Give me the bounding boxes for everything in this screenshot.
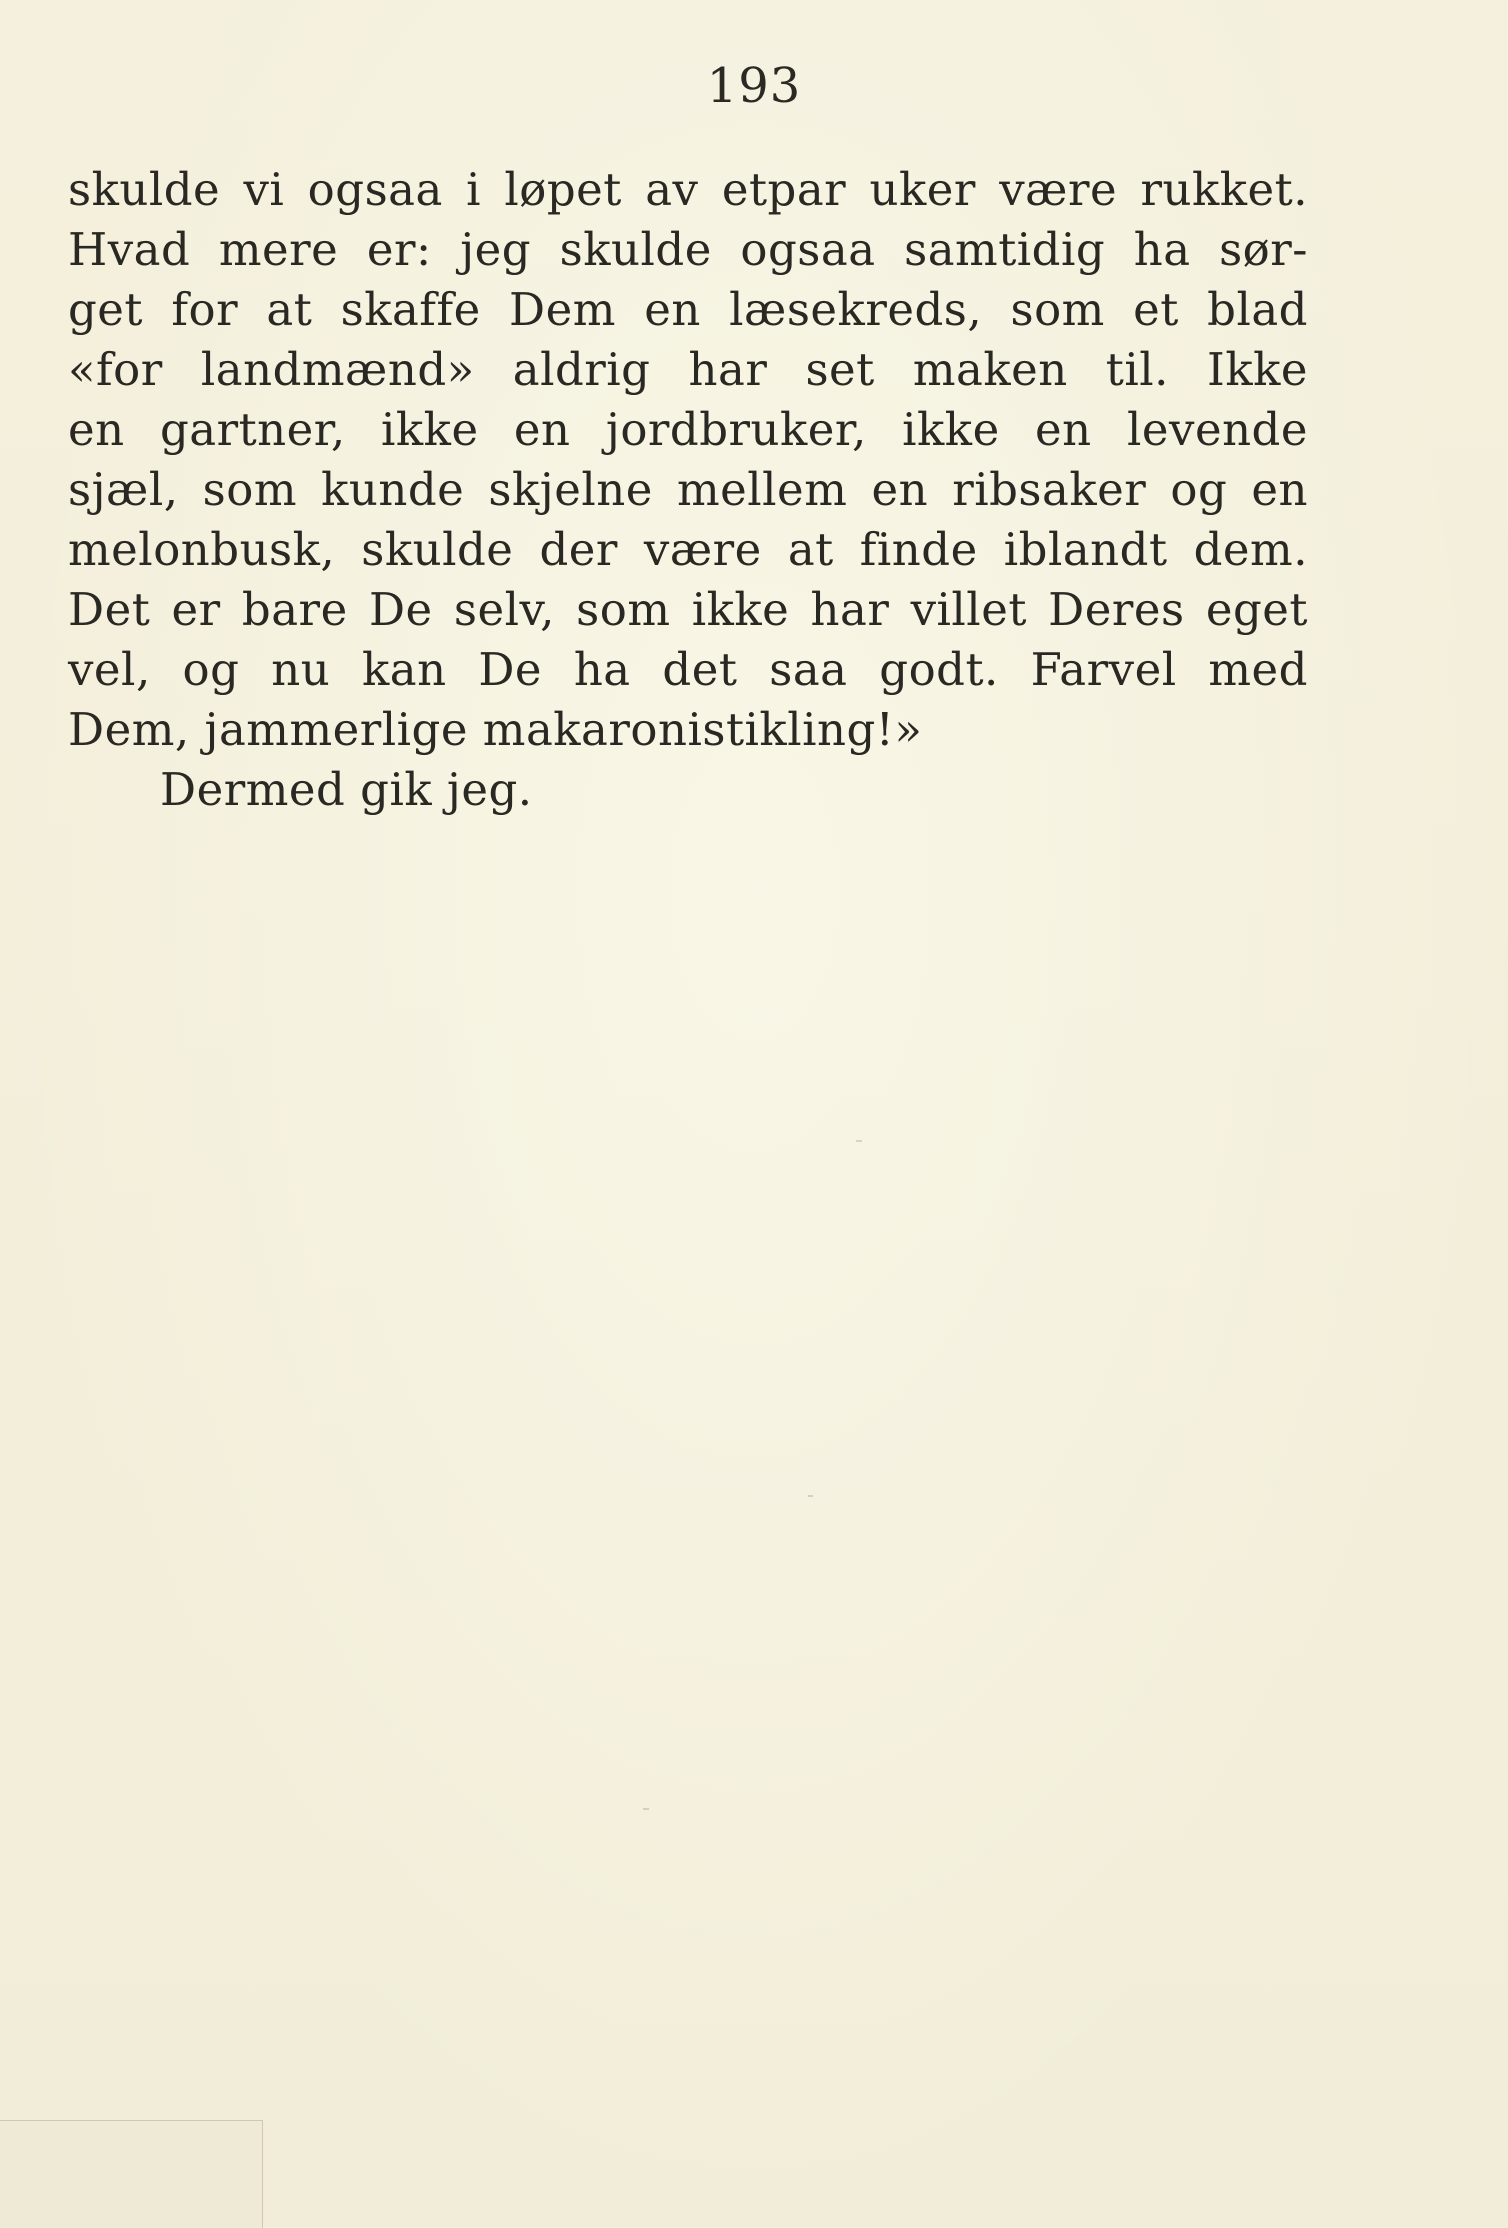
text-line: melonbusk, skulde der være at finde iblandt dem. [68, 523, 1308, 576]
body-text [68, 160, 1308, 820]
scan-speck [643, 1808, 649, 1810]
text-line: Hvad mere er: jeg skulde ogsaa samtidig ha sør- [68, 223, 1308, 276]
text-line: en gartner, ikke en jordbruker, ikke en levende [68, 403, 1308, 456]
page-number: 193 [706, 58, 802, 114]
text-line: Det er bare De selv, som ikke har villet Deres eget [68, 583, 1308, 636]
paragraph-final-line: Dermed gik jeg. [160, 763, 533, 816]
text-line: sjæl, som kunde skjelne mellem en ribsaker og en [68, 463, 1308, 516]
page-edge-shadow [0, 2120, 263, 2228]
scan-speck [808, 1495, 813, 1497]
scan-speck [856, 1140, 862, 1142]
text-line: get for at skaffe Dem en læsekreds, som et blad [68, 283, 1308, 336]
text-line: «for landmænd» aldrig har set maken til. Ikke [68, 343, 1308, 396]
text-line: Dem, jammerlige makaronistikling!» [68, 703, 923, 756]
text-line: vel, og nu kan De ha det saa godt. Farvel med [68, 643, 1308, 696]
text-line: skulde vi ogsaa i løpet av etpar uker være rukket. [68, 163, 1308, 216]
